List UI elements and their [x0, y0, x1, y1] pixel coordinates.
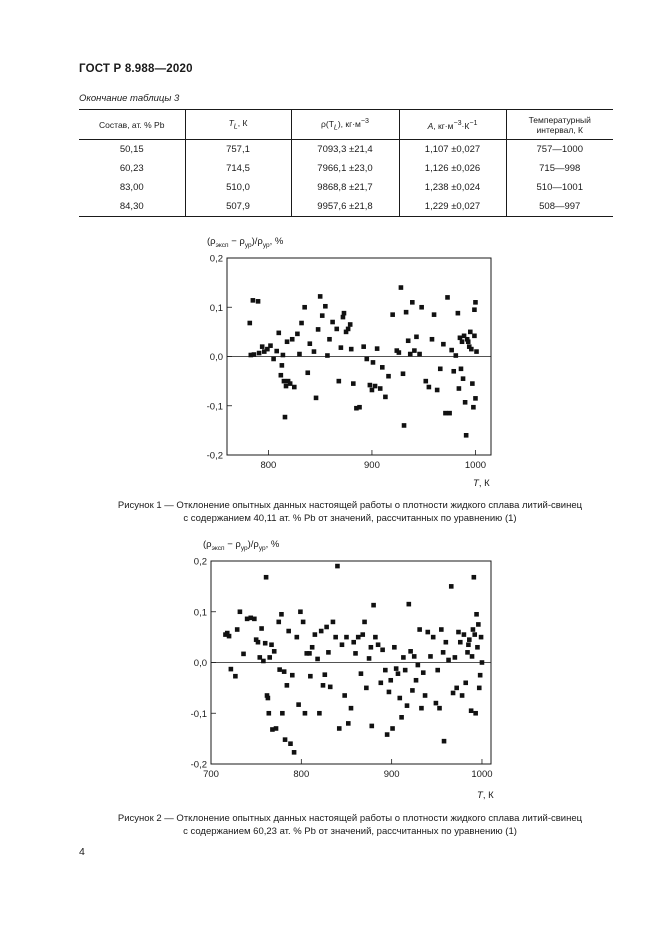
table-cell: 507,9 [185, 197, 291, 217]
data-point [427, 385, 432, 390]
figure2-caption: Рисунок 2 — Отклонение опытных данных настоящей работы о плотности жидкого сплава литий-свинец с содержанием 60,23 ат. % Pb от значений, рассчитанных по уравнению (1) [117, 813, 583, 837]
data-point [351, 640, 356, 645]
data-point [280, 711, 285, 716]
y-tick-label: 0,0 [209, 352, 223, 363]
data-point [295, 332, 300, 337]
data-point [472, 575, 477, 580]
data-point [417, 352, 422, 357]
data-point [408, 352, 413, 357]
header-composition: Состав, ат. % Pb [79, 110, 185, 140]
data-point [261, 659, 266, 664]
data-point [475, 645, 480, 650]
y-tick-label: 0,2 [209, 253, 223, 265]
data-point [356, 635, 361, 640]
table-caption: Окончание таблицы 3 [79, 93, 180, 104]
table-cell: 60,23 [79, 159, 185, 178]
data-point [282, 669, 287, 674]
data-point [337, 379, 342, 384]
data-point [477, 686, 482, 691]
data-point [451, 369, 456, 374]
data-point [364, 686, 369, 691]
data-point [351, 381, 356, 386]
header-coefficient-a: A, $кг\cdot м^{-3}\cdot К^{-1}$ [399, 110, 506, 140]
data-point [269, 642, 274, 647]
data-point [346, 327, 351, 332]
data-point [341, 315, 346, 320]
data-point [308, 341, 313, 346]
data-point [470, 381, 475, 386]
data-point [437, 706, 442, 711]
data-point [371, 603, 376, 608]
data-point [279, 373, 284, 378]
figure1-scatter-plot [207, 254, 491, 472]
data-point [375, 346, 380, 351]
data-point [465, 650, 470, 655]
data-point [292, 750, 297, 755]
data-point [326, 650, 331, 655]
data-point [458, 640, 463, 645]
data-point [439, 627, 444, 632]
data-point [410, 688, 415, 693]
figure1-ylabel: $(\rho_{эксп} - \rho_{ур})/\rho_{ур}$, % [207, 236, 284, 249]
data-point [390, 726, 395, 731]
data-point [241, 652, 246, 657]
data-point [471, 405, 476, 410]
data-point [397, 350, 402, 355]
x-tick-label: 900 [383, 769, 400, 780]
data-point [460, 693, 465, 698]
x-tick-label: 900 [364, 460, 380, 471]
data-point [380, 648, 385, 653]
data-point [297, 352, 302, 357]
data-point [454, 353, 459, 358]
data-point [251, 298, 256, 303]
data-point [397, 696, 402, 701]
data-point [463, 400, 468, 405]
x-tick-label: 1000 [471, 769, 493, 780]
data-point [438, 367, 443, 372]
figure2-scatter-plot [191, 557, 493, 781]
data-point [476, 622, 481, 627]
data-point [252, 617, 257, 622]
data-point [425, 630, 430, 635]
data-point [283, 737, 288, 742]
data-point [469, 347, 474, 352]
data-point [348, 322, 353, 327]
data-point [272, 649, 277, 654]
data-point [385, 732, 390, 737]
data-point [473, 711, 478, 716]
table-cell: 510,0 [185, 178, 291, 197]
data-point [378, 386, 383, 391]
data-point [443, 411, 448, 416]
data-point [328, 685, 333, 690]
data-point [227, 634, 232, 639]
data-point [274, 349, 279, 354]
data-point [333, 635, 338, 640]
data-point [295, 635, 300, 640]
table-cell: 50,15 [79, 140, 185, 160]
data-point [330, 320, 335, 325]
data-point [235, 627, 240, 632]
data-point [383, 395, 388, 400]
data-point [305, 370, 310, 375]
document-header: ГОСТ Р 8.988—2020 [79, 63, 193, 75]
data-point [454, 686, 459, 691]
data-point [480, 660, 485, 665]
data-point [283, 415, 288, 420]
data-point [414, 335, 419, 340]
data-point [279, 612, 284, 617]
table-cell: 757—1000 [506, 140, 613, 160]
data-point [472, 632, 477, 637]
data-point [396, 671, 401, 676]
header-temperature-range: Температурный интервал, К [506, 110, 613, 140]
data-point [369, 724, 374, 729]
table-cell: 508—997 [506, 197, 613, 217]
data-point [412, 654, 417, 659]
data-point [401, 371, 406, 376]
data-point [268, 343, 273, 348]
data-point [449, 348, 454, 353]
data-point [259, 626, 264, 631]
data-point [362, 620, 367, 625]
data-point [456, 630, 461, 635]
page-number: 4 [79, 846, 85, 858]
data-point [349, 347, 354, 352]
data-point [451, 691, 456, 696]
data-point [288, 741, 293, 746]
data-point [342, 311, 347, 316]
table-cell: 510—1001 [506, 178, 613, 197]
header-liquidus-temperature: $T_L$, К [185, 110, 291, 140]
data-point [320, 313, 325, 318]
data-point [359, 671, 364, 676]
y-tick-label: -0,2 [206, 450, 223, 462]
data-point [417, 627, 422, 632]
data-point [274, 726, 279, 731]
data-point [318, 294, 323, 299]
data-point [267, 711, 272, 716]
data-point [447, 411, 452, 416]
data-point [412, 348, 417, 353]
data-point [423, 379, 428, 384]
data-point [473, 396, 478, 401]
figure2-xlabel: T, К [477, 790, 494, 801]
data-point [314, 396, 319, 401]
data-point [364, 357, 369, 362]
data-point [288, 381, 293, 386]
data-point [310, 645, 315, 650]
data-point [337, 726, 342, 731]
data-point [296, 702, 301, 707]
data-point [442, 739, 447, 744]
data-point [445, 295, 450, 300]
table-cell: 1,126 ±0,026 [399, 159, 506, 178]
data-point [474, 612, 479, 617]
data-point [323, 304, 328, 309]
y-tick-label: -0,1 [206, 401, 223, 413]
x-tick-label: 800 [293, 769, 310, 780]
data-point [376, 642, 381, 647]
data-point [340, 642, 345, 647]
data-point [315, 657, 320, 662]
data-point [342, 693, 347, 698]
data-point [264, 575, 269, 580]
data-point [428, 654, 433, 659]
figure2-ylabel: $(\rho_{эксп} - \rho_{ур})/\rho_{ур}$, % [203, 539, 280, 552]
data-point [323, 672, 328, 677]
data-point [446, 658, 451, 663]
data-point [302, 305, 307, 310]
data-point [334, 327, 339, 332]
data-point [470, 654, 475, 659]
table-cell: 7093,3 ±21,4 [291, 140, 399, 160]
data-point [399, 715, 404, 720]
data-point [466, 642, 471, 647]
data-point [441, 650, 446, 655]
figure1-xlabel: T, К [473, 478, 490, 489]
data-point [260, 344, 265, 349]
data-point [257, 351, 262, 356]
data-point [312, 349, 317, 354]
table-cell: 1,238 ±0,024 [399, 178, 506, 197]
data-point [307, 651, 312, 656]
data-point [256, 299, 261, 304]
x-tick-label: 1000 [464, 460, 487, 471]
data-point [459, 367, 464, 372]
data-point [434, 701, 439, 706]
data-point [410, 300, 415, 305]
data-point [453, 655, 458, 660]
data-point [444, 640, 449, 645]
data-point [353, 651, 358, 656]
data-point [286, 629, 291, 634]
data-point [339, 345, 344, 350]
data-point [290, 673, 295, 678]
figure1-caption: Рисунок 1 — Отклонение опытных данных настоящей работы о плотности жидкого сплава литий-свинец с содержанием 40,11 ат. % Pb от значений, рассчитанных по уравнению (1) [117, 500, 583, 524]
x-tick-label: 700 [203, 769, 219, 780]
table-cell: 9868,8 ±21,7 [291, 178, 399, 197]
data-point [313, 632, 318, 637]
data-point [473, 300, 478, 305]
table-cell: 715—998 [506, 159, 613, 178]
data-point [276, 620, 281, 625]
data-point [430, 337, 435, 342]
data-point [478, 673, 483, 678]
data-point [266, 696, 271, 701]
data-point [303, 711, 308, 716]
data-point [401, 655, 406, 660]
data-point [383, 668, 388, 673]
y-tick-label: 0,2 [193, 556, 207, 568]
data-point [369, 645, 374, 650]
data-point [324, 625, 329, 630]
data-point [319, 629, 324, 634]
data-point [367, 656, 372, 661]
data-point [392, 645, 397, 650]
data-point [432, 312, 437, 317]
y-tick-label: 0,0 [193, 658, 207, 669]
data-point [462, 632, 467, 637]
data-point [394, 666, 399, 671]
table-cell: 1,107 ±0,027 [399, 140, 506, 160]
data-point [379, 681, 384, 686]
data-point [267, 655, 272, 660]
data-point [461, 376, 466, 381]
table-cell: 83,00 [79, 178, 185, 197]
data-point [335, 564, 340, 569]
data-point [466, 339, 471, 344]
data-point [460, 339, 465, 344]
data-point [290, 337, 295, 342]
data-point [284, 384, 289, 389]
data-point [390, 312, 395, 317]
data-point [368, 383, 373, 388]
table-cell: 1,229 ±0,027 [399, 197, 506, 217]
data-point [407, 602, 412, 607]
data-point [317, 711, 322, 716]
table-cell: 9957,6 ±21,8 [291, 197, 399, 217]
data-point [479, 635, 484, 640]
data-point [285, 339, 290, 344]
header-density: $\rho(T_L)$, $кг\cdot м^{-3}$ [291, 110, 399, 140]
data-point [419, 305, 424, 310]
data-point [456, 311, 461, 316]
data-point [349, 706, 354, 711]
data-point [388, 678, 393, 683]
data-point [414, 678, 419, 683]
data-point [373, 384, 378, 389]
data-point [463, 681, 468, 686]
data-point [419, 706, 424, 711]
data-point [474, 349, 479, 354]
data-point [449, 584, 454, 589]
data-point [263, 641, 268, 646]
data-point [370, 388, 375, 393]
data-point [285, 683, 290, 688]
data-point [256, 640, 261, 645]
data-point [233, 674, 238, 679]
table-cell: 714,5 [185, 159, 291, 178]
data-point [299, 321, 304, 326]
data-point [252, 352, 257, 357]
data-point [421, 670, 426, 675]
data-point [292, 385, 297, 390]
data-point [344, 635, 349, 640]
data-point [469, 708, 474, 713]
data-point [380, 365, 385, 370]
table-cell: 84,30 [79, 197, 185, 217]
data-point [406, 338, 411, 343]
data-point [371, 360, 376, 365]
data-point [280, 363, 285, 368]
data-point [386, 374, 391, 379]
data-point [281, 353, 286, 358]
data-point [357, 405, 362, 410]
data-point [238, 609, 243, 614]
data-point [361, 344, 366, 349]
data-point [457, 386, 462, 391]
data-point [331, 620, 336, 625]
data-point [373, 635, 378, 640]
data-point [472, 334, 477, 339]
data-point [416, 663, 421, 668]
data-point [458, 335, 463, 340]
data-point [404, 310, 409, 315]
data-point [316, 327, 321, 332]
data-point [441, 342, 446, 347]
data-point [403, 668, 408, 673]
y-tick-label: -0,1 [190, 708, 207, 720]
data-point [472, 307, 477, 312]
data-point [468, 330, 473, 335]
data-point [247, 321, 252, 326]
data-point [346, 721, 351, 726]
data-point [276, 331, 281, 336]
data-point [431, 635, 436, 640]
data-point [435, 388, 440, 393]
data-point [402, 423, 407, 428]
data-point [271, 357, 276, 362]
data-point [423, 693, 428, 698]
data-point [327, 337, 332, 342]
data-point [308, 674, 313, 679]
y-tick-label: 0,1 [193, 607, 207, 619]
data-point [360, 632, 365, 637]
data-point [435, 668, 440, 673]
data-point [408, 649, 413, 654]
data-point [325, 353, 330, 358]
data-point [229, 667, 234, 672]
data-point [298, 609, 303, 614]
data-point [321, 683, 326, 688]
data-point [387, 690, 392, 695]
table-cell: 7966,1 ±23,0 [291, 159, 399, 178]
data-point [464, 433, 469, 438]
data-point [467, 637, 472, 642]
x-tick-label: 800 [260, 460, 277, 471]
data-point [277, 667, 282, 672]
data-point [301, 620, 306, 625]
y-tick-label: -0,2 [190, 759, 207, 771]
table-cell: 757,1 [185, 140, 291, 160]
data-point [405, 703, 410, 708]
y-tick-label: 0,1 [209, 302, 223, 314]
data-point [282, 379, 287, 384]
data-point [471, 627, 476, 632]
data-point [399, 285, 404, 290]
